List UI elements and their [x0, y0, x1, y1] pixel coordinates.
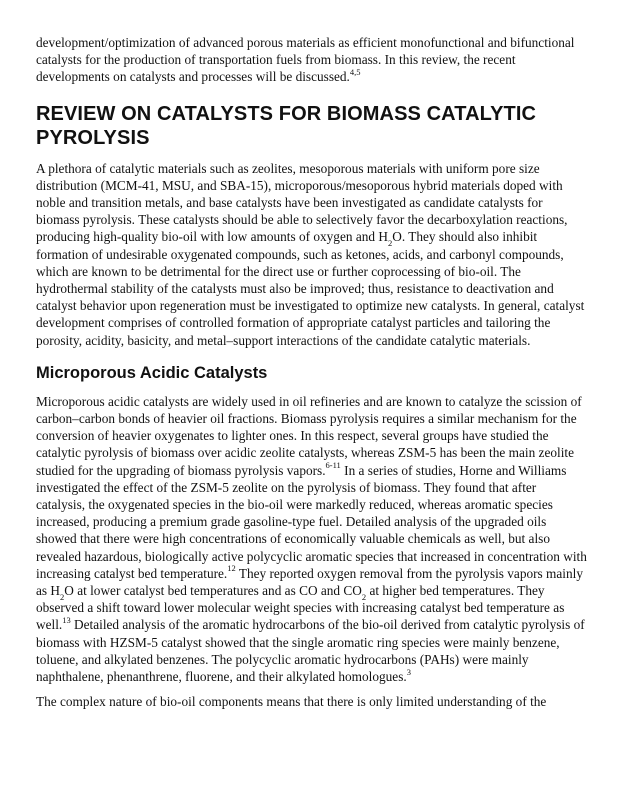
paragraph-text: A plethora of catalytic materials such as zeolites, mesoporous materials with uniform pore size distribution (MCM-41, MSU, and SBA-15), microporous/mesoporous hybrid materials doped with noble and transition metals, and base catalysts have been investigated as candidate catalysts for biomass pyrolysis. These catalysts should be able to selectively favor the decarboxylation reactions, producing high-quality bio-oil with low amounts of oxygen and — [36, 160, 568, 245]
paragraph-text: O. They should also inhibit formation of undesirable oxygenated compounds, such as ketones, acids, and carbonyl compounds, which are known to be detrimental for the direct use or further coprocessing of bio-oil. The hydrothermal stability of the catalysts must also be improved; thus, resistance to deactivation and catalyst behavior upon regeneration must be investigated to optimize new catalysts. In general, catalyst development comprises of controlled formation of appropriate catalyst particles and tailoring the porosity, acidity, basicity, and metal–support interactions of the candidate catalytic materials. — [36, 229, 585, 348]
subsection-paragraph — [36, 393, 588, 685]
paragraph-text: Microporous acidic catalysts are widely used in oil refineries and are known to catalyze the scission of carbon–carbon bonds of heavier oil fractions. Biomass pyrolysis requires a similar mechanism for the conversion of heavier oxygenates to lighter ones. In this respect, several groups have studied the catalytic pyrolysis of biomass over acidic zeolite catalysts, whereas ZSM-5 has been the main zeolite studied for the upgrading of biomass pyrolysis vapors. — [36, 393, 582, 478]
closing-paragraph: The complex nature of bio-oil components means that there is only limited understanding of the — [36, 694, 547, 710]
formula-text: H — [50, 583, 61, 599]
subscript: 2 — [387, 238, 393, 249]
paragraph-text: at higher bed temperatures. They observed a shift toward lower molecular weight species with increasing catalyst bed temperature as well. — [36, 583, 565, 633]
citation-ref: 12 — [227, 563, 236, 574]
subscript: 2 — [361, 591, 367, 602]
citation-ref: 4,5 — [349, 66, 361, 77]
paragraph-text: In a series of studies, Horne and Williams investigated the effect of the ZSM-5 zeolite on the pyrolysis of biomass. They found that after catalysis, the oxygenated species in the bio-oil were markedly reduced, whereas aromatic species increased, producing a premium grade gasoline-type fuel. Detailed analysis of the upgraded oils showed that there were high concentrations of economically valuable chemicals as well, but also revealed hazardous, biologically active polycyclic aromatic species that increased in concentration with increasing catalyst bed temperature. — [36, 462, 587, 581]
citation-ref: 13 — [62, 615, 71, 626]
subscript: 2 — [60, 591, 65, 602]
section-heading: REVIEW ON CATALYSTS FOR BIOMASS CATALYTIC PYROLYSIS — [36, 102, 537, 149]
intro-text: development/optimization of advanced porous materials as efficient monofunctional and bifunctional catalysts for the production of transportation fuels from biomass. In this review, the recent developments on catalysts and processes will be discussed. — [36, 35, 575, 85]
document-page — [36, 34, 588, 719]
paragraph-text: Detailed analysis of the aromatic hydrocarbons of the bio-oil derived from catalytic pyrolysis of biomass with HZSM-5 catalyst showed that the single aromatic ring species were mainly benzene, toluene, and alkylated benzenes. The polycyclic aromatic hydrocarbons (PAHs) were mainly naphthalene, phenanthrene, fluorene, and their alkylated homologues. — [36, 617, 585, 685]
paragraph-text: O at lower catalyst bed temperatures and as CO and CO — [64, 583, 362, 599]
citation-ref: 3 — [406, 666, 411, 677]
citation-ref: 6-11 — [325, 460, 341, 471]
section-paragraph — [36, 160, 588, 349]
intro-paragraph — [36, 34, 588, 86]
formula-text: H — [378, 229, 388, 245]
paragraph-text: They reported oxygen removal from the pyrolysis vapors mainly as — [36, 565, 583, 599]
subsection-heading: Microporous Acidic Catalysts — [36, 363, 268, 382]
